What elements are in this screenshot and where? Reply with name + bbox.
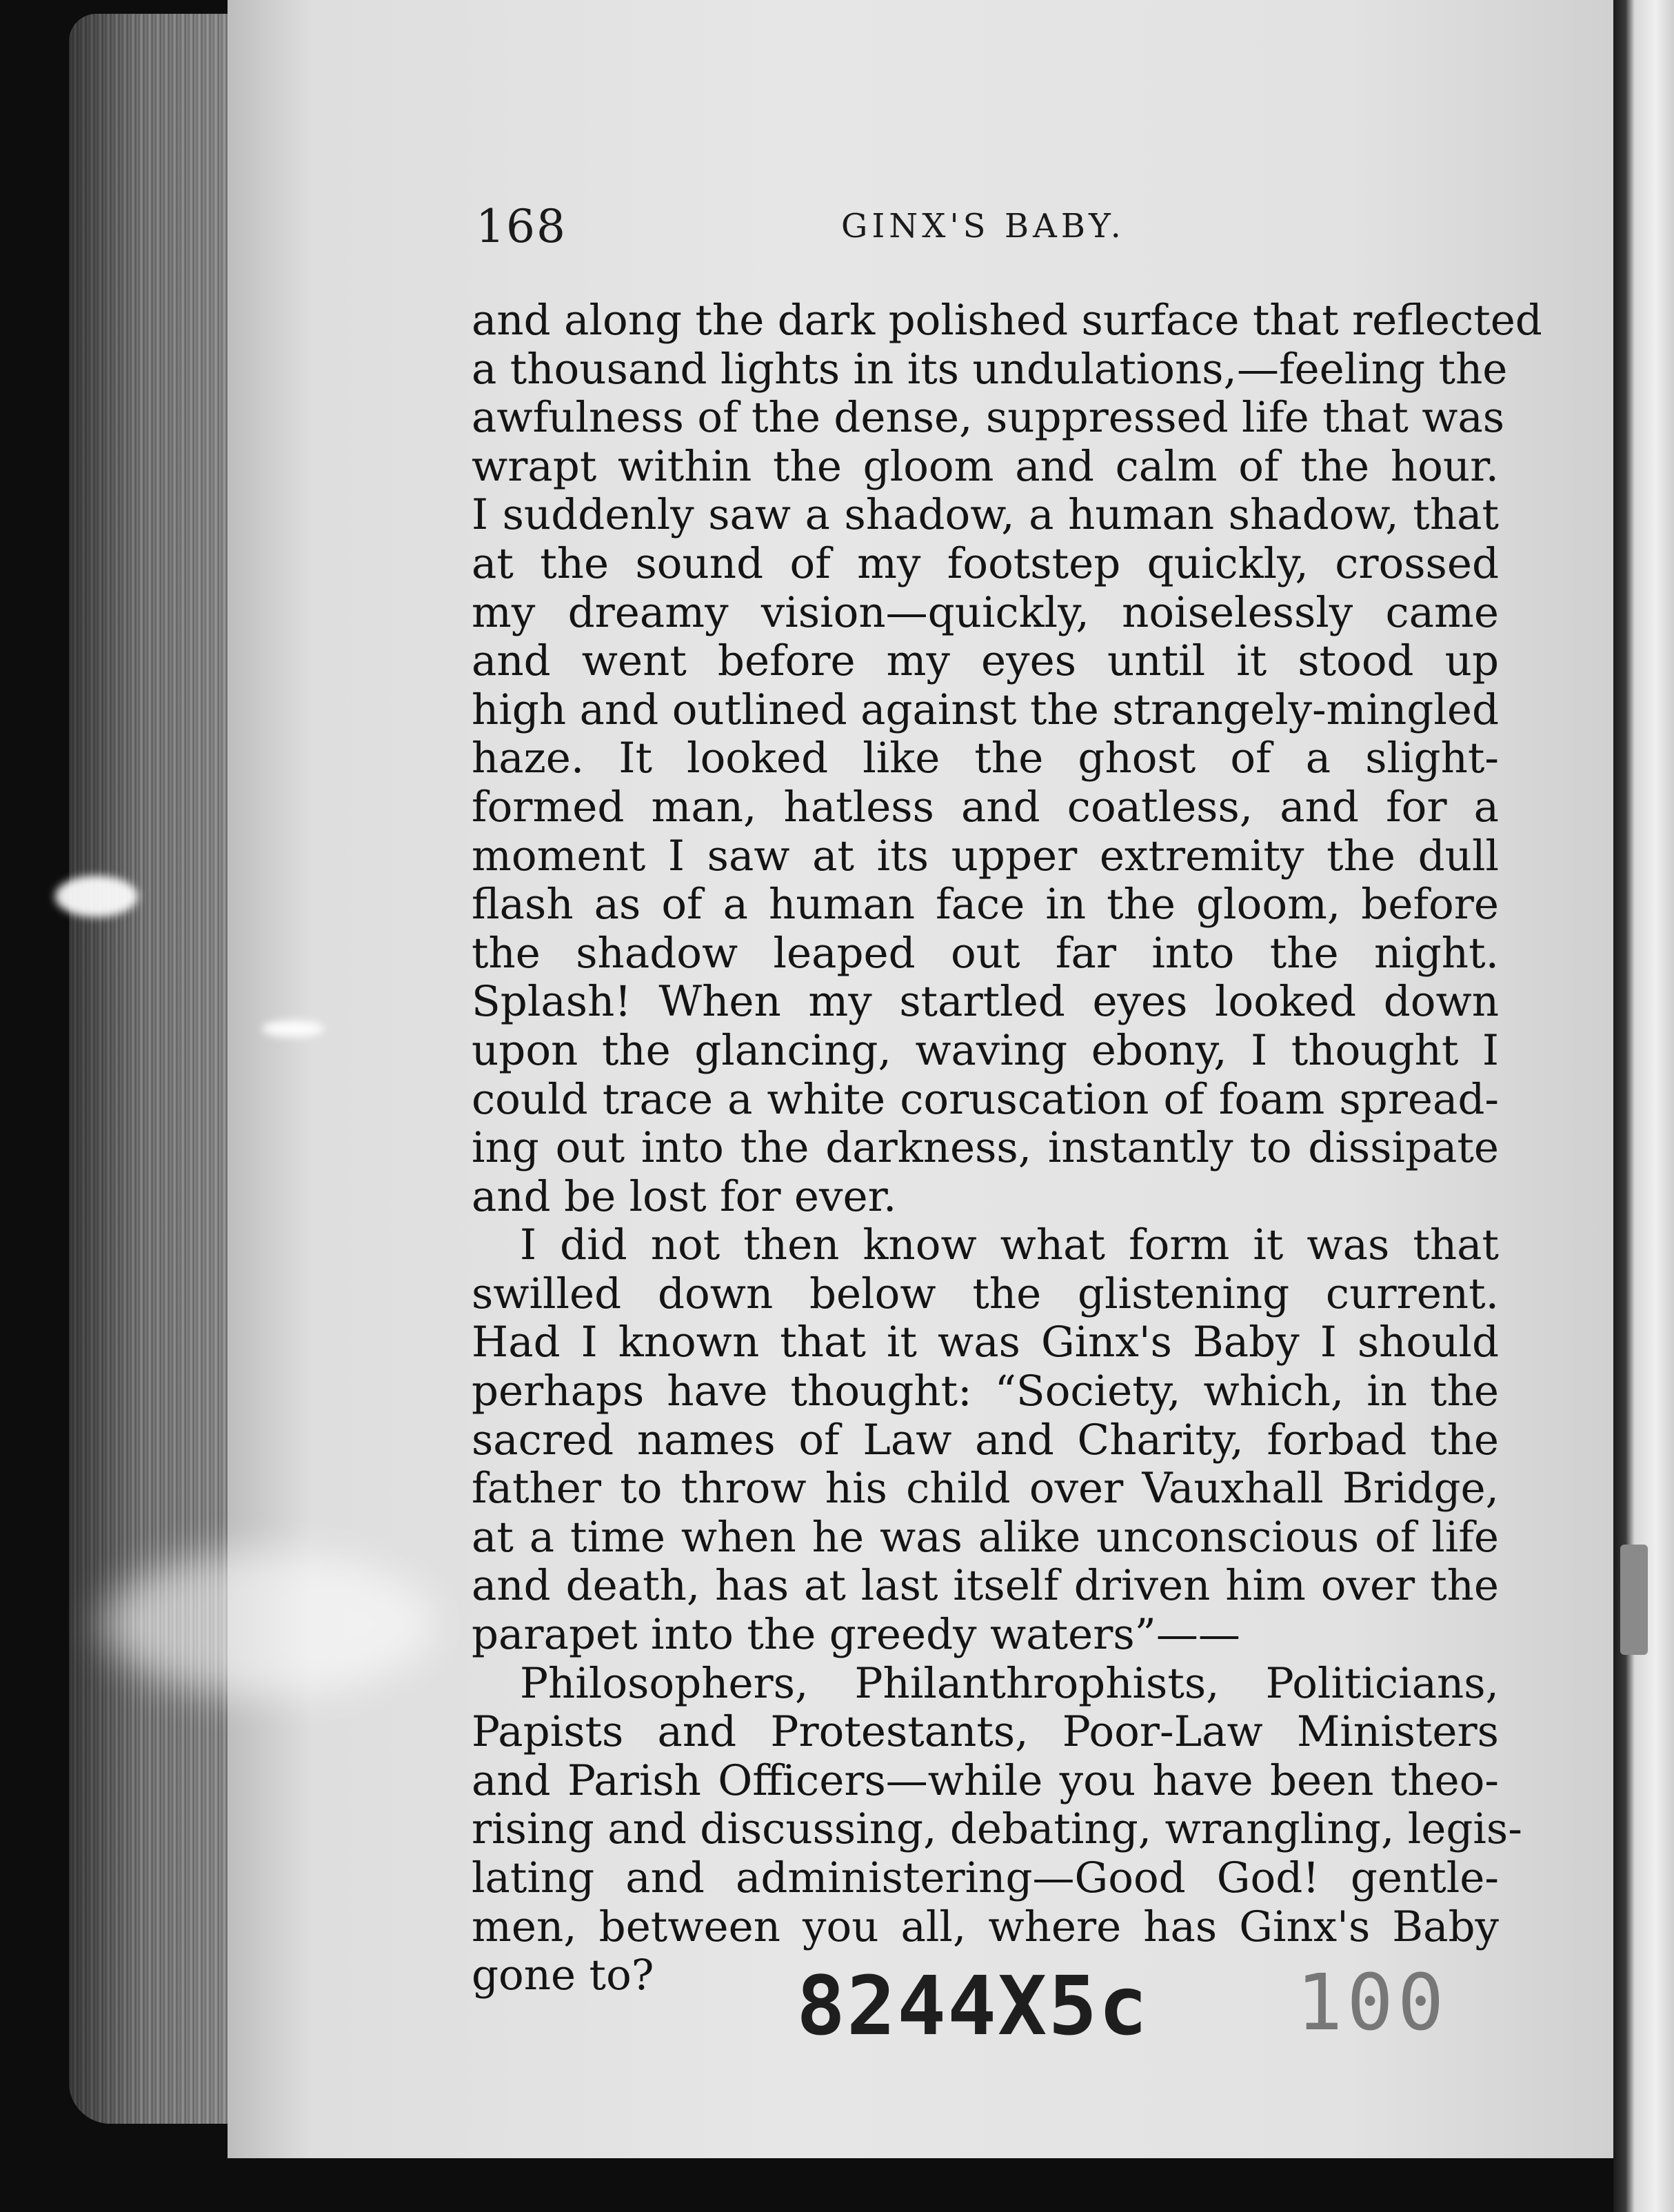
text-line: flash as of a human face in the gloom, before — [472, 880, 1499, 929]
text-line: I suddenly saw a shadow, a human shadow, that — [472, 490, 1499, 540]
text-line: Philosophers, Philanthrophists, Politicians, — [520, 1658, 1499, 1708]
library-stamp-number: 8244X5c — [796, 1958, 1149, 2053]
text-line: swilled down below the glistening current. — [472, 1269, 1499, 1318]
text-line: and along the dark polished surface that reflected — [472, 296, 1542, 345]
scan-blemish — [103, 1551, 434, 1696]
text-line: Splash! When my startled eyes looked down — [472, 977, 1499, 1027]
library-stamp-secondary: 100 — [1296, 1958, 1449, 2048]
text-line: ing out into the darkness, instantly to dissipate — [472, 1123, 1499, 1173]
page-header — [476, 200, 1489, 262]
text-line: lating and administering—Good God! gentle- — [472, 1853, 1499, 1902]
text-line: formed man, hatless and coatless, and for a — [472, 782, 1499, 832]
text-line: Papists and Protestants, Poor-Law Ministers — [472, 1707, 1499, 1757]
text-line: sacred names of Law and Charity, forbad the — [472, 1415, 1499, 1465]
text-line: at the sound of my footstep quickly, crossed — [472, 539, 1499, 588]
text-line: a thousand lights in its undulations,—feeling the — [472, 344, 1508, 394]
text-line: Had I known that it was Ginx's Baby I should — [472, 1318, 1499, 1367]
text-line: the shadow leaped out far into the night. — [472, 928, 1499, 978]
scan-blemish — [55, 876, 138, 917]
page-number: 168 — [476, 200, 567, 253]
page-edges-shadow — [69, 14, 248, 2124]
text-line: and went before my eyes until it stood up — [472, 636, 1499, 686]
text-line: perhaps have thought: “Society, which, in the — [472, 1367, 1499, 1416]
scan-blemish — [262, 1020, 324, 1037]
running-head: GINX'S BABY. — [841, 207, 1125, 245]
text-line: rising and discussing, debating, wrangling, legis- — [472, 1804, 1522, 1854]
text-line: wrapt within the gloom and calm of the hour. — [472, 441, 1499, 491]
text-line: high and outlined against the strangely-mingled — [472, 685, 1499, 734]
text-line: father to throw his child over Vauxhall Bridge, — [472, 1464, 1499, 1514]
text-line: and be lost for ever. — [472, 1172, 897, 1221]
text-line: gone to? — [472, 1951, 654, 2000]
text-line: parapet into the greedy waters”—— — [472, 1610, 1240, 1660]
text-line: could trace a white coruscation of foam spread- — [472, 1074, 1499, 1124]
text-line: men, between you all, where has Ginx's Baby — [472, 1902, 1499, 1951]
text-line: haze. It looked like the ghost of a slight- — [472, 734, 1499, 783]
text-line: awfulness of the dense, suppressed life that was — [472, 393, 1505, 443]
text-line: and death, has at last itself driven him over the — [472, 1561, 1499, 1611]
text-line: upon the glancing, waving ebony, I thought I — [472, 1025, 1499, 1075]
text-line: my dreamy vision—quickly, noiselessly came — [472, 587, 1499, 637]
facing-page-strip — [1613, 0, 1674, 2212]
body-text — [472, 296, 1542, 2000]
text-line: at a time when he was alike unconscious of life — [472, 1512, 1499, 1562]
text-line: moment I saw at its upper extremity the dull — [472, 831, 1499, 881]
text-line: I did not then know what form it was that — [520, 1220, 1499, 1270]
text-line: and Parish Officers—while you have been theo- — [472, 1756, 1499, 1805]
page-tab-mark — [1620, 1545, 1648, 1655]
